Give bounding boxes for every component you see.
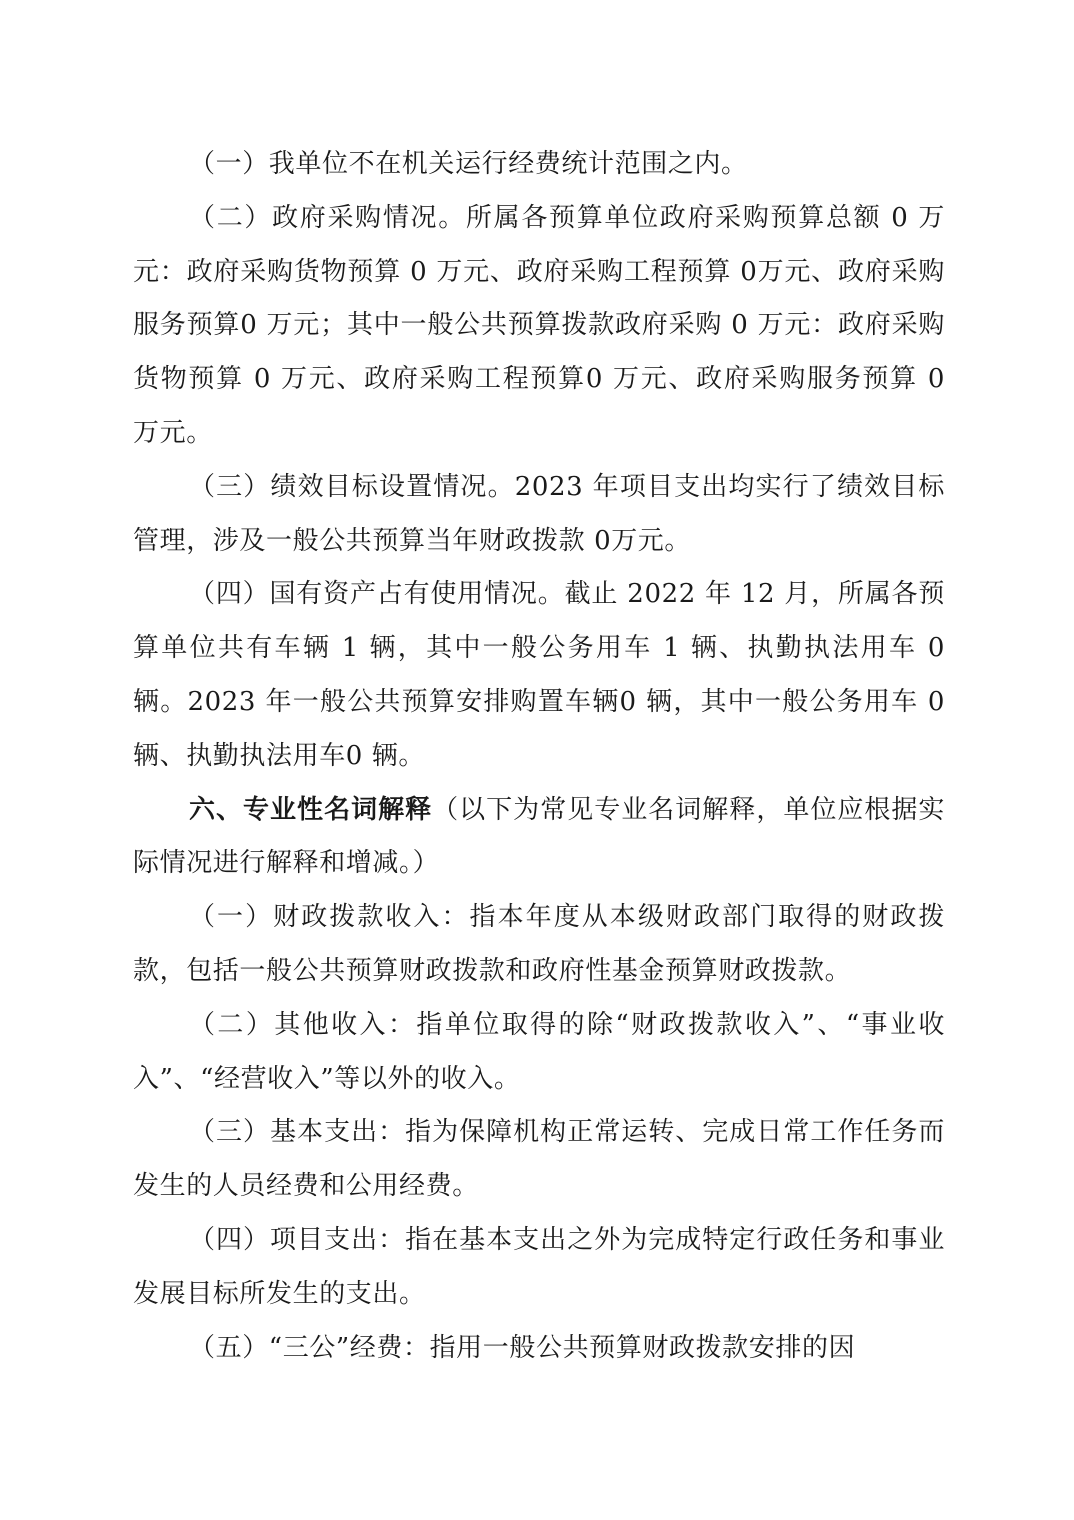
paragraph-government-procurement: （二）政府采购情况。所属各预算单位政府采购预算总额 0 万元：政府采购货物预算 0 万元、政府采购工程预算 0万元、政府采购服务预算0 万元；其中一般公共预算拨款政府采购 0 万元：政府采购货物预算 0 万元、政府采购工程预算0 万元、政府采购服务预算 0 万元。	[133, 202, 945, 448]
definition-project-expenditure: （四）项目支出：指在基本支出之外为完成特定行政任务和事业发展目标所发生的支出。	[133, 1224, 945, 1309]
paragraph-operating-expenses: （一）我单位不在机关运行经费统计范围之内。	[189, 149, 748, 179]
definition-three-public-expenses: （五）“三公”经费：指用一般公共预算财政拨款安排的因	[189, 1332, 856, 1363]
section-six-note: （以下为常见专业名词解释，单位应根据实际情况进行解释和增减。）	[133, 794, 945, 879]
definition-basic-expenditure: （三）基本支出：指为保障机构正常运转、完成日常工作任务而发生的人员经费和公用经费。	[133, 1117, 945, 1202]
section-six-heading: 六、专业性名词解释	[189, 794, 433, 825]
paragraph-state-assets: （四）国有资产占有使用情况。截止 2022 年 12 月，所属各预算单位共有车辆 1 辆，其中一般公务用车 1 辆、执勤执法用车 0辆。2023 年一般公共预算安排购置车辆0 辆，其中一般公务用车 0辆、执勤执法用车0 辆。	[133, 579, 945, 771]
definition-other-income: （二）其他收入：指单位取得的除“财政拨款收入”、“事业收入”、“经营收入”等以外的收入。	[133, 1009, 945, 1094]
section-six-heading-paragraph	[133, 784, 945, 892]
definition-fiscal-appropriation-income: （一）财政拨款收入：指本年度从本级财政部门取得的财政拨款，包括一般公共预算财政拨款和政府性基金预算财政拨款。	[133, 902, 945, 986]
paragraph-performance-targets: （三）绩效目标设置情况。2023 年项目支出均实行了绩效目标管理，涉及一般公共预算当年财政拨款 0万元。	[133, 471, 945, 556]
document-page	[133, 138, 945, 1375]
